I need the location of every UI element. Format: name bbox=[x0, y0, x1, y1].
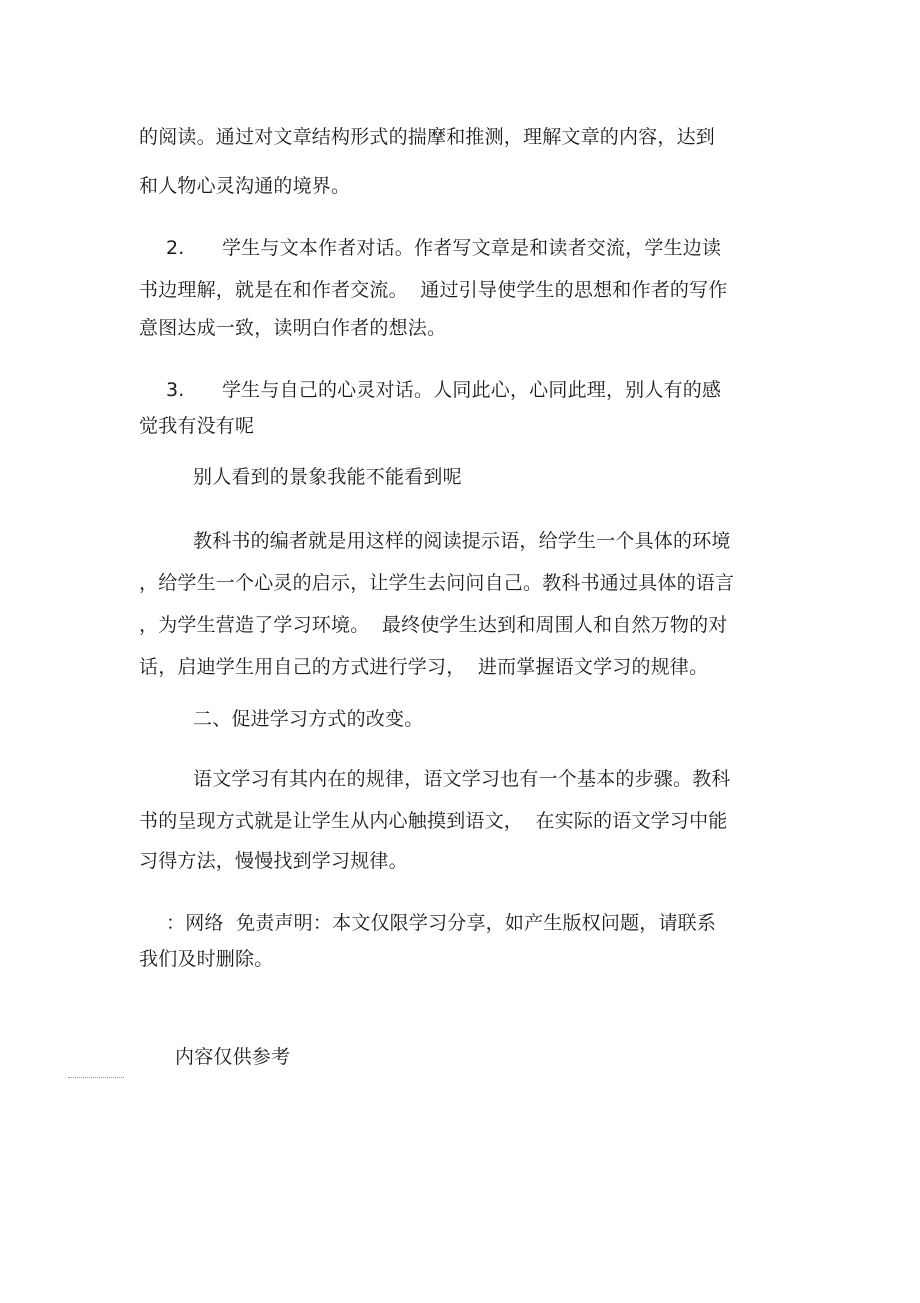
text-line-11: ，为学生营造了学习环境。 最终使学生达到和周围人和自然万物的对 bbox=[139, 614, 728, 636]
text-line-4: 书边理解，就是在和作者交流。 通过引导使学生的思想和作者的写作 bbox=[139, 279, 728, 301]
text-line-10: ，给学生一个心灵的启示，让学生去问问自己。教科书通过具体的语言 bbox=[139, 572, 735, 594]
text-line-5: 意图达成一致，读明白作者的想法。 bbox=[139, 317, 447, 339]
text-line-6: 3. 学生与自己的心灵对话。人同此心，心同此理，别人有的感 bbox=[166, 379, 722, 401]
section-heading: 二、促进学习方式的改变。 bbox=[193, 708, 424, 730]
text-line-15: 书的呈现方式就是让学生从内心触摸到语文， 在实际的语文学习中能 bbox=[139, 810, 728, 832]
text-line-16: 习得方法，慢慢找到学习规律。 bbox=[139, 850, 408, 872]
text-line-12: 话，启迪学生用自己的方式进行学习， 进而掌握语文学习的规律。 bbox=[139, 656, 709, 678]
text-line-9: 教科书的编者就是用这样的阅读提示语，给学生一个具体的环境 bbox=[193, 530, 731, 552]
text-line-1: 的阅读。通过对文章结构形式的揣摩和推测，理解文章的内容，达到 bbox=[139, 126, 716, 148]
text-line-3: 2. 学生与文本作者对话。作者写文章是和读者交流，学生边读 bbox=[166, 237, 722, 259]
disclaimer-line-1: ：网络 免责声明：本文仅限学习分享，如产生版权问题，请联系 bbox=[166, 912, 717, 934]
text-line-7: 觉我有没有呢 bbox=[139, 415, 255, 437]
text-line-14: 语文学习有其内在的规律，语文学习也有一个基本的步骤。教科 bbox=[193, 768, 731, 790]
text-line-2: 和人物心灵沟通的境界。 bbox=[139, 175, 351, 197]
disclaimer-line-2: 我们及时删除。 bbox=[139, 948, 274, 970]
text-line-8: 别人看到的景象我能不能看到呢 bbox=[193, 466, 462, 488]
footer-note: 内容仅供参考 bbox=[175, 1046, 291, 1068]
footer-divider bbox=[68, 1077, 124, 1078]
